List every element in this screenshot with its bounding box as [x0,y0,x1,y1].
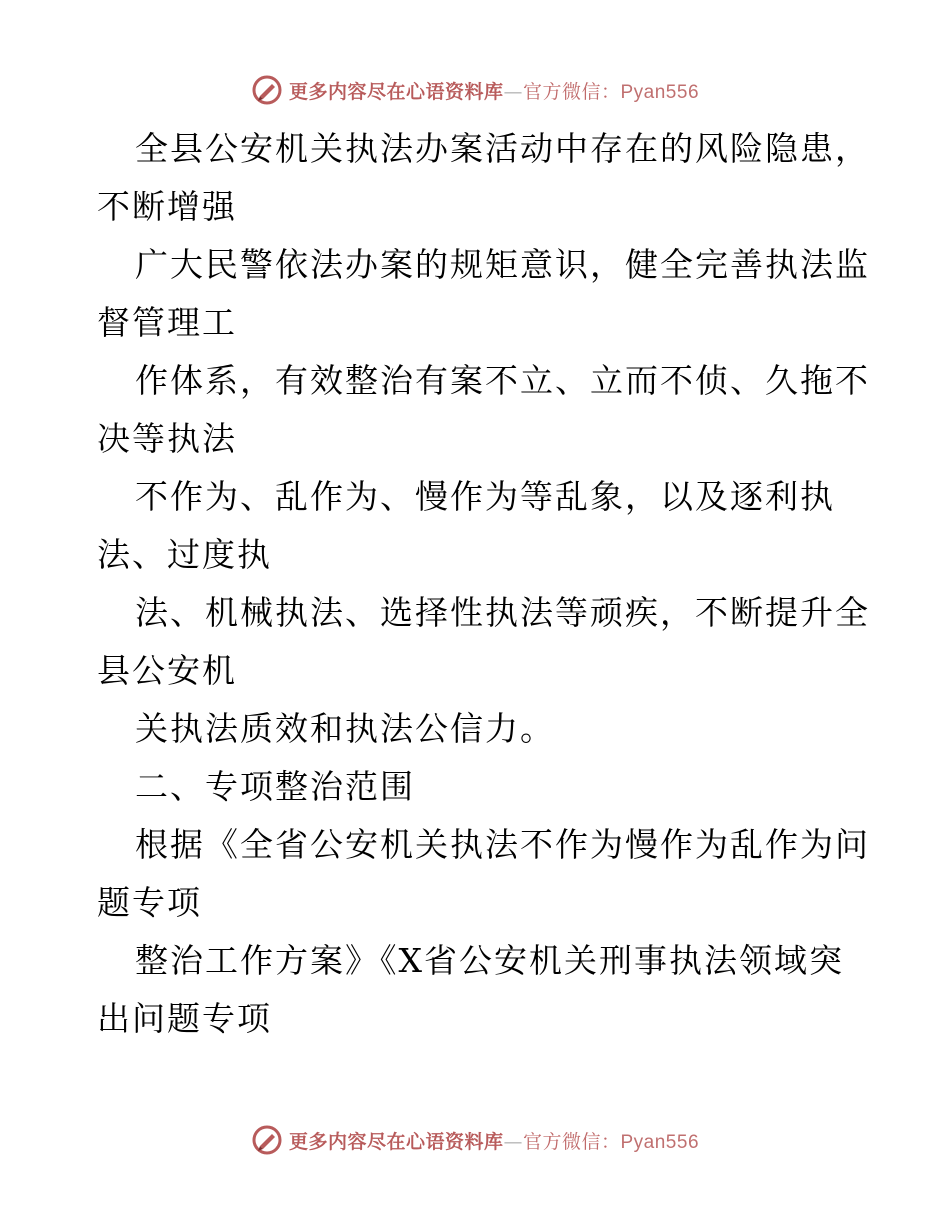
text-line: 广大民警依法办案的规矩意识，健全完善执法监 [135,245,870,284]
watermark-name: 更多内容尽在心语资料库 [288,1130,504,1153]
text-line: 不断增强 [97,187,237,226]
text-line: 根据《全省公安机关执法不作为慢作为乱作为问 [135,825,870,864]
text-line: 县公安机 [97,651,237,690]
watermark-name: 更多内容尽在心语资料库 [288,80,504,103]
footer-watermark [0,1122,950,1158]
text-line: 关执法质效和执法公信力。 [135,709,555,748]
watermark-separator: — [503,1130,523,1153]
watermark-text [289,1127,699,1154]
text-line: 作体系，有效整治有案不立、立而不侦、久拖不 [135,361,870,400]
text-line: 决等执法 [97,419,237,458]
watermark-label: 官方微信： [522,1130,621,1153]
text-line: 整治工作方案》《X省公安机关刑事执法领域突 [135,941,844,980]
pen-logo-icon [251,1124,283,1156]
text-line: 督管理工 [97,303,237,342]
header-watermark [0,72,950,108]
text-line: 出问题专项 [97,999,272,1038]
text-line: 题专项 [97,883,202,922]
document-body [97,120,870,1048]
text-line: 二、专项整治范围 [135,767,415,806]
text-line: 全县公安机关执法办案活动中存在的风险隐患， [135,129,870,168]
text-line: 法、过度执 [97,535,272,574]
text-line: 法、机械执法、选择性执法等顽疾，不断提升全 [135,593,870,632]
watermark-separator: — [503,80,523,103]
watermark-id: Pyan556 [620,1131,700,1153]
watermark-text [289,77,699,104]
watermark-id: Pyan556 [620,81,700,103]
text-line: 不作为、乱作为、慢作为等乱象，以及逐利执 [135,477,835,516]
watermark-label: 官方微信： [522,80,621,103]
pen-logo-icon [251,74,283,106]
